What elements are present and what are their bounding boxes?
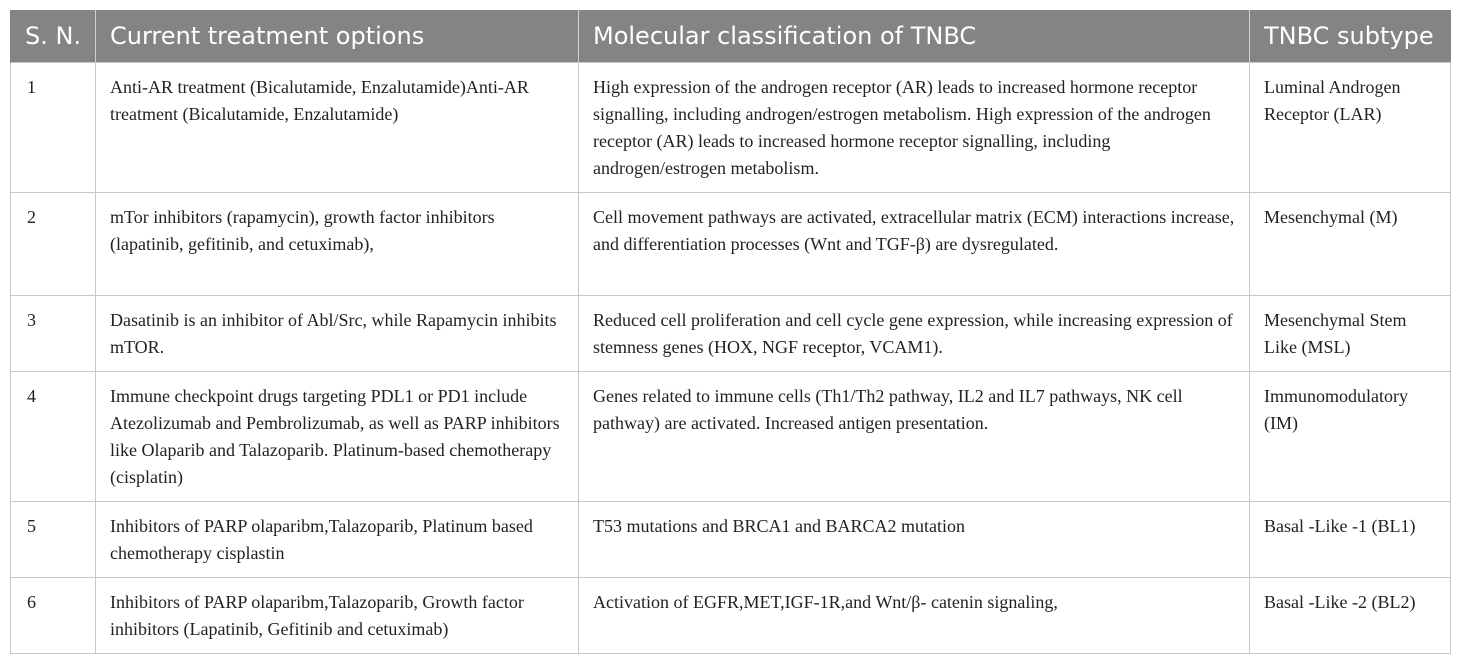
tnbc-table-container [10, 10, 1450, 654]
table-row [11, 193, 1451, 296]
cell-classification: Cell movement pathways are activated, extracellular matrix (ECM) interactions increase, and differentiation processes (Wnt and TGF-β) are dysregulated. [579, 193, 1250, 296]
header-subtype: TNBC subtype [1250, 10, 1451, 63]
cell-treatment: Anti-AR treatment (Bicalutamide, Enzalutamide)Anti-AR treatment (Bicalutamide, Enzalutamide) [96, 63, 579, 193]
header-treatment: Current treatment options [96, 10, 579, 63]
cell-classification: High expression of the androgen receptor (AR) leads to increased hormone receptor signalling, including androgen/estrogen metabolism. High expression of the androgen receptor (AR) leads to increased hormone receptor signalling, including androgen/estrogen metabolism. [579, 63, 1250, 193]
cell-subtype: Immunomodulatory (IM) [1250, 372, 1451, 502]
table-row [11, 502, 1451, 578]
cell-sn: 4 [11, 372, 96, 502]
cell-sn: 6 [11, 578, 96, 654]
table-row [11, 578, 1451, 654]
header-row [11, 10, 1451, 63]
cell-subtype: Mesenchymal (M) [1250, 193, 1451, 296]
table-row [11, 372, 1451, 502]
tnbc-treatment-table [10, 10, 1451, 654]
cell-treatment: Inhibitors of PARP olaparibm,Talazoparib, Growth factor inhibitors (Lapatinib, Gefitinib and cetuximab) [96, 578, 579, 654]
cell-treatment: mTor inhibitors (rapamycin), growth factor inhibitors (lapatinib, gefitinib, and cetuximab), [96, 193, 579, 296]
cell-sn: 2 [11, 193, 96, 296]
header-sn: S. N. [11, 10, 96, 63]
cell-classification: T53 mutations and BRCA1 and BARCA2 mutation [579, 502, 1250, 578]
cell-treatment: Dasatinib is an inhibitor of Abl/Src, while Rapamycin inhibits mTOR. [96, 296, 579, 372]
cell-subtype: Luminal Androgen Receptor (LAR) [1250, 63, 1451, 193]
cell-treatment: Immune checkpoint drugs targeting PDL1 or PD1 include Atezolizumab and Pembrolizumab, as well as PARP inhibitors like Olaparib and Talazoparib. Platinum-based chemotherapy (cisplatin) [96, 372, 579, 502]
cell-sn: 5 [11, 502, 96, 578]
cell-classification: Reduced cell proliferation and cell cycle gene expression, while increasing expression of stemness genes (HOX, NGF receptor, VCAM1). [579, 296, 1250, 372]
header-classification: Molecular classification of TNBC [579, 10, 1250, 63]
cell-subtype: Mesenchymal Stem Like (MSL) [1250, 296, 1451, 372]
cell-subtype: Basal -Like -1 (BL1) [1250, 502, 1451, 578]
table-row [11, 63, 1451, 193]
cell-classification: Activation of EGFR,MET,IGF-1R,and Wnt/β- catenin signaling, [579, 578, 1250, 654]
cell-sn: 3 [11, 296, 96, 372]
table-header [11, 10, 1451, 63]
cell-subtype: Basal -Like -2 (BL2) [1250, 578, 1451, 654]
cell-sn: 1 [11, 63, 96, 193]
table-row [11, 296, 1451, 372]
cell-treatment: Inhibitors of PARP olaparibm,Talazoparib, Platinum based chemotherapy cisplastin [96, 502, 579, 578]
cell-classification: Genes related to immune cells (Th1/Th2 pathway, IL2 and IL7 pathways, NK cell pathway) are activated. Increased antigen presentation. [579, 372, 1250, 502]
table-body [11, 63, 1451, 654]
